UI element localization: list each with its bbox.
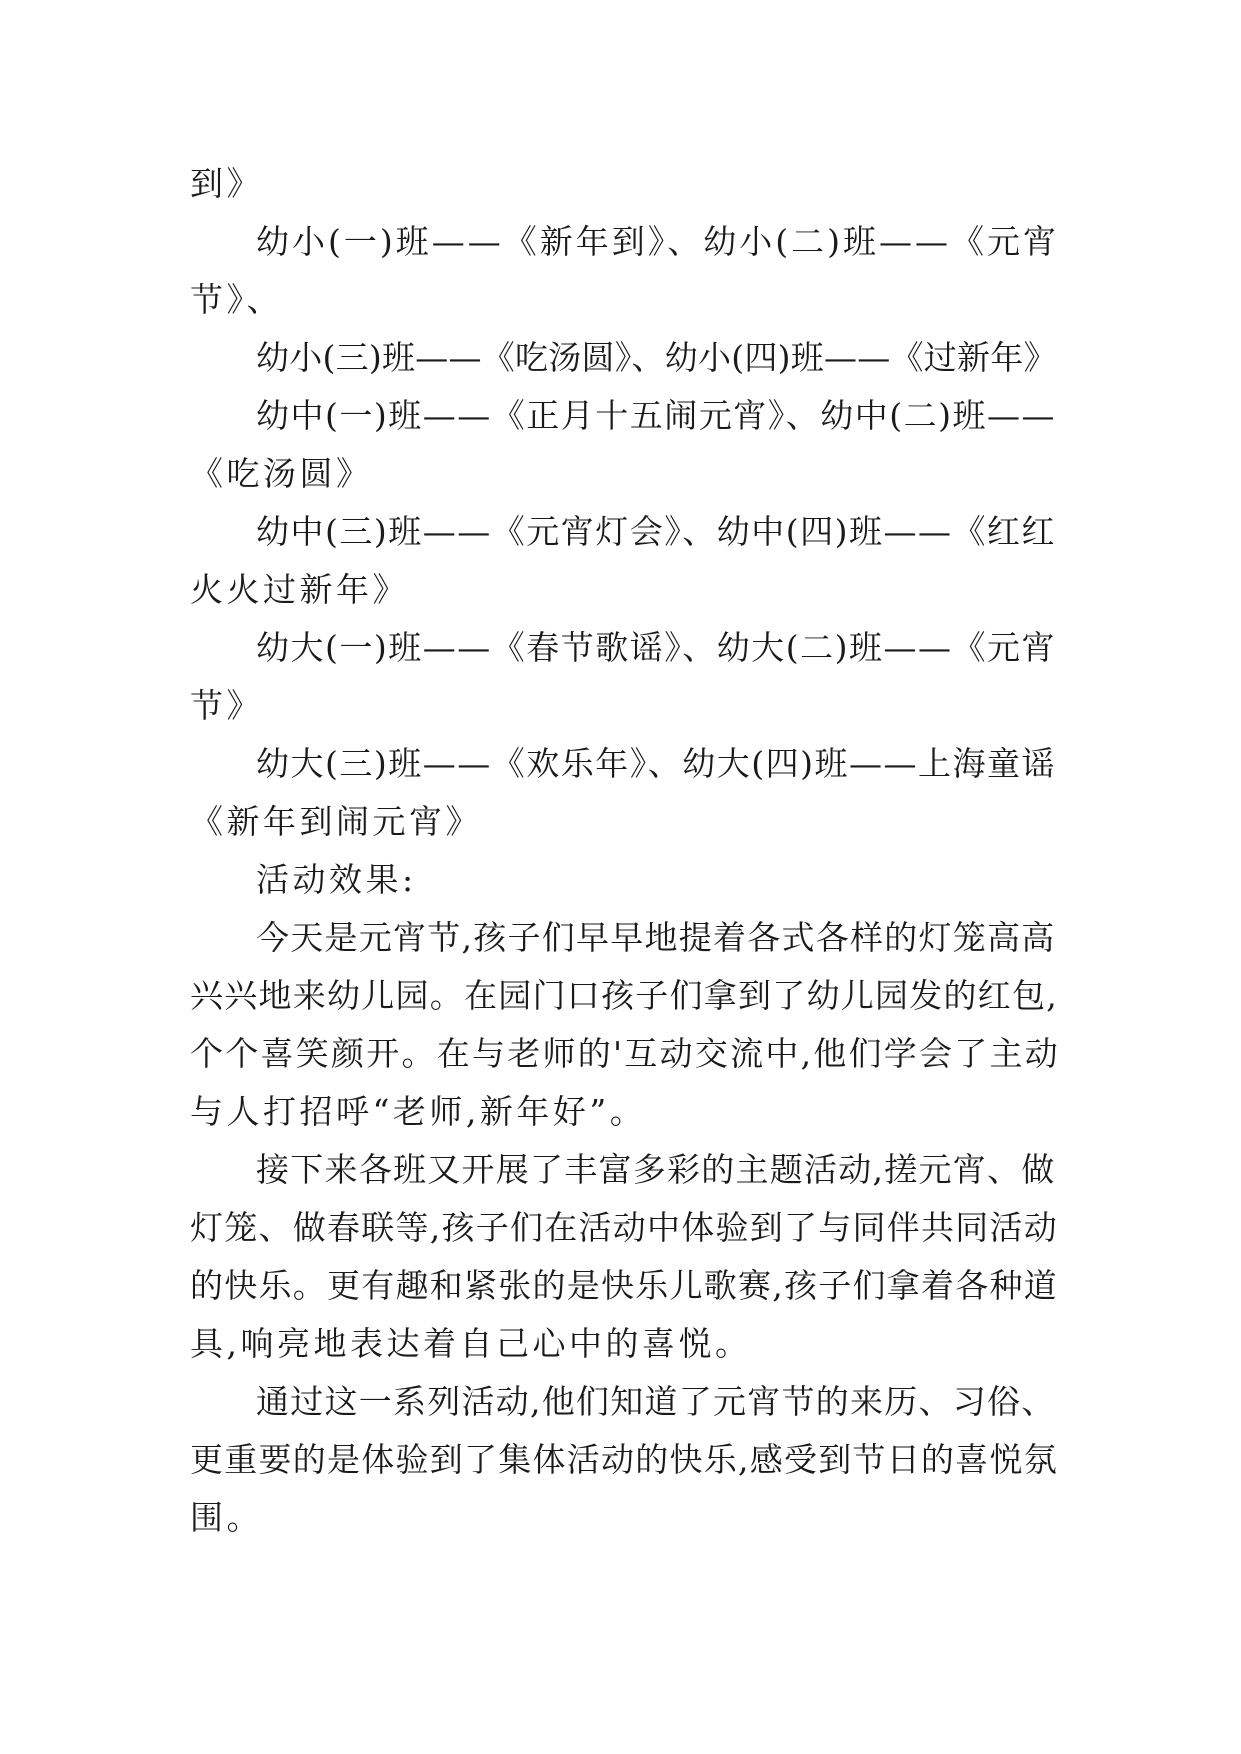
text-line: 更重要的是体验到了集体活动的快乐,感受到节日的喜悦氛	[190, 1440, 1058, 1479]
text-line: 幼中(一)班——《正月十五闹元宵》、幼中(二)班——	[256, 396, 1056, 435]
text-line: 幼小(三)班——《吃汤圆》、幼小(四)班——《过新年》	[256, 338, 1057, 377]
text-line: 火火过新年》	[190, 570, 409, 609]
text-line: 通过这一系列活动,他们知道了元宵节的来历、习俗、	[256, 1382, 1056, 1421]
text-line: 接下来各班又开展了丰富多彩的主题活动,搓元宵、做	[256, 1150, 1056, 1189]
text-line: 节》、	[190, 280, 283, 319]
text-line: 《新年到闹元宵》	[190, 802, 482, 841]
text-line: 灯笼、做春联等,孩子们在活动中体验到了与同伴共同活动	[190, 1208, 1058, 1247]
text-line: 幼小(一)班——《新年到》、幼小(二)班——《元宵	[256, 222, 1059, 261]
text-line: 今天是元宵节,孩子们早早地提着各式各样的灯笼高高	[256, 918, 1056, 957]
document-body	[190, 155, 1060, 1547]
text-line: 个个喜笑颜开。在与老师的'互动交流中,他们学会了主动	[190, 1034, 1061, 1073]
text-line: 到》	[190, 164, 263, 203]
text-line: 兴兴地来幼儿园。在园门口孩子们拿到了幼儿园发的红包,	[190, 976, 1058, 1015]
text-line: 的快乐。更有趣和紧张的是快乐儿歌赛,孩子们拿着各种道	[190, 1266, 1058, 1305]
section-heading: 活动效果:	[256, 860, 417, 899]
text-line: 具,响亮地表达着自己心中的喜悦。	[190, 1324, 752, 1363]
text-line: 幼大(三)班——《欢乐年》、幼大(四)班——上海童谣	[256, 744, 1056, 783]
text-line: 与人打招呼“老师,新年好”。	[190, 1092, 647, 1131]
text-line: 围。	[190, 1498, 263, 1537]
text-line: 幼大(一)班——《春节歌谣》、幼大(二)班——《元宵	[256, 628, 1056, 667]
text-line: 节》	[190, 686, 263, 725]
text-line: 幼中(三)班——《元宵灯会》、幼中(四)班——《红红	[256, 512, 1056, 551]
text-line: 《吃汤圆》	[190, 454, 373, 493]
